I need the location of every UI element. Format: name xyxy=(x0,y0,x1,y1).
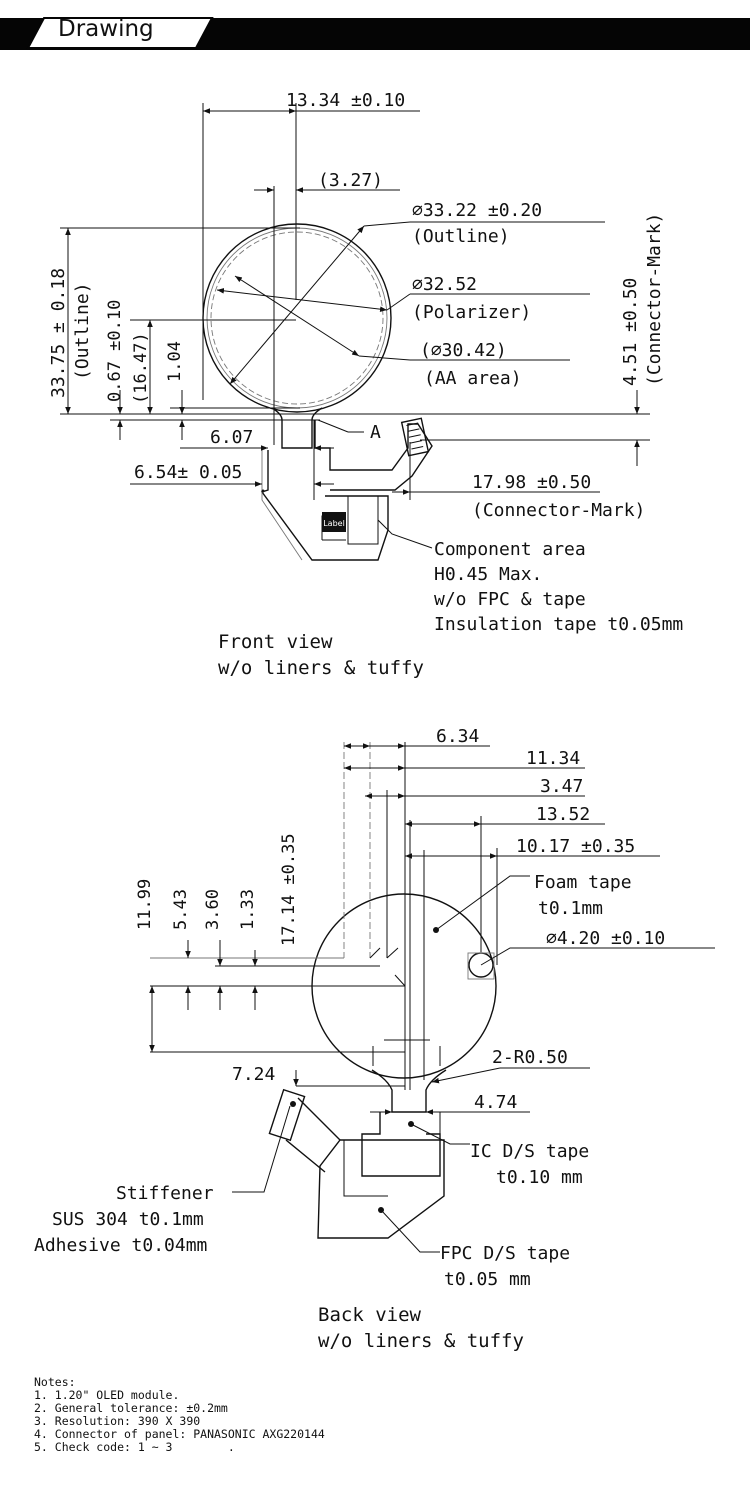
dim-0-67: 0.67 ±0.10 xyxy=(105,299,125,402)
label-foam-thickness: t0.1mm xyxy=(538,898,604,919)
dim-10-17: 10.17 ±0.35 xyxy=(516,836,636,857)
dim-11-99: 11.99 xyxy=(135,878,155,930)
dim-1-04: 1.04 xyxy=(165,341,185,382)
dim-polarizer-diameter: ∅32.52 xyxy=(412,274,478,295)
dim-7-24: 7.24 xyxy=(232,1064,276,1085)
dim-11-34: 11.34 xyxy=(526,748,581,769)
callout-component-area: Component area xyxy=(434,539,586,560)
dim-hole-diameter: ∅4.20 ±0.10 xyxy=(546,928,666,949)
callout-height: H0.45 Max. xyxy=(434,564,543,585)
label-ic-thickness: t0.10 mm xyxy=(496,1167,583,1188)
callout-insulation-tape: Insulation tape t0.05mm xyxy=(434,614,684,635)
front-caption-title: Front view xyxy=(218,631,333,653)
notes-block xyxy=(34,1376,325,1454)
back-caption-subtitle: w/o liners & tuffy xyxy=(318,1330,524,1352)
dim-connector-mark-vertical-label: (Connector-Mark) xyxy=(644,212,665,386)
dim-outline-diameter: ∅33.22 ±0.20 xyxy=(412,200,543,221)
dim-13-52: 13.52 xyxy=(536,804,591,825)
dim-aa-label: (AA area) xyxy=(424,368,522,389)
header-title: Drawing xyxy=(58,16,154,42)
front-view xyxy=(48,90,683,679)
dim-6-34: 6.34 xyxy=(436,726,480,747)
back-view xyxy=(34,726,715,1352)
label-stiffener-material: SUS 304 t0.1mm xyxy=(52,1209,204,1230)
label-fpc-tape: FPC D/S tape xyxy=(440,1243,571,1264)
dim-17-98-label: (Connector-Mark) xyxy=(472,500,646,521)
notes-title: Notes: xyxy=(34,1375,76,1389)
dim-outline-label: (Outline) xyxy=(412,226,510,247)
dim-3-60: 3.60 xyxy=(203,889,223,930)
dim-6-54: 6.54± 0.05 xyxy=(134,462,243,483)
front-polarizer-circle xyxy=(207,228,387,408)
dim-3-27: (3.27) xyxy=(318,170,384,191)
note-item: 3. Resolution: 390 X 390 xyxy=(34,1414,201,1428)
dim-3-47: 3.47 xyxy=(540,776,584,797)
note-item: 2. General tolerance: ±0.2mm xyxy=(34,1401,228,1415)
back-caption-title: Back view xyxy=(318,1304,421,1326)
dim-1-33: 1.33 xyxy=(238,889,258,930)
dim-5-43: 5.43 xyxy=(171,889,191,930)
dim-aa-diameter: (∅30.42) xyxy=(420,340,507,361)
point-a: A xyxy=(370,422,381,443)
dim-17-98: 17.98 ±0.50 xyxy=(472,472,592,493)
label-foam-tape: Foam tape xyxy=(534,872,632,893)
label-stiffener: Stiffener xyxy=(116,1183,214,1204)
note-item: 5. Check code: 1 ~ 3 . xyxy=(34,1440,235,1454)
dim-polarizer-label: (Polarizer) xyxy=(412,302,532,323)
label-tag-text: Label xyxy=(323,519,345,528)
dim-16-47: (16.47) xyxy=(131,332,151,404)
front-caption-subtitle: w/o liners & tuffy xyxy=(218,657,424,679)
front-aa-circle xyxy=(211,232,383,404)
callout-without-fpc: w/o FPC & tape xyxy=(434,589,586,610)
dim-17-14: 17.14 ±0.35 xyxy=(279,833,299,946)
label-ic-tape: IC D/S tape xyxy=(470,1141,590,1162)
dim-radius: 2-R0.50 xyxy=(492,1047,568,1068)
dim-4-74: 4.74 xyxy=(474,1092,518,1113)
dim-13-34: 13.34 ±0.10 xyxy=(286,90,406,111)
dim-6-07: 6.07 xyxy=(210,427,254,448)
dim-33-75: 33.75 ± 0.18 xyxy=(48,267,69,398)
note-item: 1. 1.20" OLED module. xyxy=(34,1388,180,1402)
front-outline-circle xyxy=(203,224,391,412)
label-fpc-thickness: t0.05 mm xyxy=(444,1269,531,1290)
dim-connector-mark-vertical: 4.51 ±0.50 xyxy=(620,277,641,386)
label-stiffener-adhesive: Adhesive t0.04mm xyxy=(34,1235,208,1256)
dim-33-75-label: (Outline) xyxy=(72,282,93,380)
note-item: 4. Connector of panel: PANASONIC AXG220144 xyxy=(34,1427,325,1441)
